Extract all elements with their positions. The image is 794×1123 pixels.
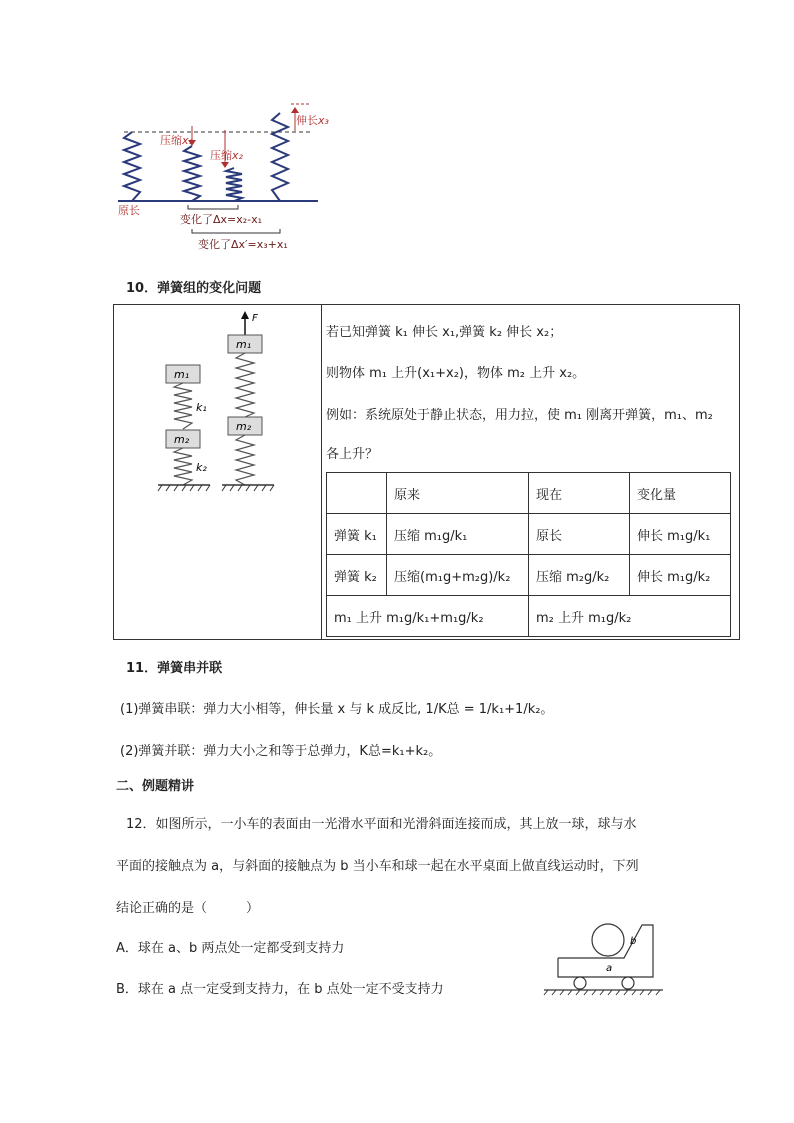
fig-m1-left: m₁ xyxy=(174,368,190,381)
table-footer-row xyxy=(327,596,731,637)
q12-line-3: 结论正确的是（ ） xyxy=(116,901,260,916)
fig-k1: k₁ xyxy=(196,401,207,414)
q12-line-1: 12．如图所示，一小车的表面由一光滑水平面和光滑斜面连接而成，其上放一球，球与水 xyxy=(126,817,637,832)
s10-line-4: 各上升？ xyxy=(326,447,379,462)
fig-m2-left: m₂ xyxy=(174,433,190,446)
label-change2: 变化了Δx′=x₃+x₁ xyxy=(198,238,288,251)
s11-line-2: (2)弹簧并联：弹力大小之和等于总弹力，K总=k₁+k₂。 xyxy=(120,744,442,759)
table-row xyxy=(327,555,731,596)
fig-point-a: a xyxy=(606,963,613,974)
table-cell: m₁ 上升 m₁g/k₁+m₁g/k₂ xyxy=(327,596,529,637)
fig-m2-right: m₂ xyxy=(236,420,252,433)
table-header-cell: 变化量 xyxy=(630,473,731,514)
spring-length-diagram xyxy=(110,98,340,258)
spring-system-figure xyxy=(154,307,319,497)
label-yuanchang: 原长 xyxy=(118,204,140,217)
q12-line-2: 平面的接触点为 a，与斜面的接触点为 b 当小车和球一起在水平桌面上做直线运动时，下列 xyxy=(116,859,639,874)
s10-line-1: 若已知弹簧 k₁ 伸长 x₁,弹簧 k₂ 伸长 x₂； xyxy=(326,325,563,340)
table-cell: m₂ 上升 m₁g/k₂ xyxy=(529,596,731,637)
svg-text:压缩x₁: 压缩x₁ xyxy=(160,134,193,147)
svg-text:压缩x₂: 压缩x₂ xyxy=(210,149,243,162)
s10-line-2: 则物体 m₁ 上升(x₁+x₂)，物体 m₂ 上升 x₂。 xyxy=(326,366,586,381)
table-row xyxy=(327,514,731,555)
table-cell: 压缩(m₁g+m₂g)/k₂ xyxy=(387,555,529,596)
q12-option-a: A．球在 a、b 两点处一定都受到支持力 xyxy=(116,941,345,956)
cart-ball-figure xyxy=(542,920,667,998)
fig-m1-right: m₁ xyxy=(236,338,252,351)
table-cell: 压缩 m₁g/k₁ xyxy=(387,514,529,555)
table-cell: 弹簧 k₁ xyxy=(327,514,387,555)
table-cell: 伸长 m₁g/k₁ xyxy=(630,514,731,555)
table-cell: 原长 xyxy=(529,514,630,555)
table-cell: 伸长 m₁g/k₂ xyxy=(630,555,731,596)
spring-change-table xyxy=(326,472,731,637)
s10-line-3: 例如：系统原处于静止状态，用力拉，使 m₁ 刚离开弹簧，m₁、m₂ xyxy=(326,408,713,423)
fig-force-F: F xyxy=(252,313,258,324)
label-shenchang3: 伸长 xyxy=(296,114,318,127)
s11-line-1: (1)弹簧串联：弹力大小相等，伸长量 x 与 k 成反比, 1/K总 = 1/k₁+1/k₂。 xyxy=(120,702,554,717)
label-yasuo1: 压缩 xyxy=(160,134,182,147)
section-10-box xyxy=(113,304,740,640)
section-10-title: 10．弹簧组的变化问题 xyxy=(126,281,262,296)
box-divider xyxy=(321,305,322,639)
fig-point-b: b xyxy=(630,936,637,947)
table-header-row xyxy=(327,473,731,514)
svg-text:伸长x₃: 伸长x₃ xyxy=(296,114,329,127)
section-2-title: 二、例题精讲 xyxy=(116,779,195,794)
section-11-title: 11．弹簧串并联 xyxy=(126,661,223,676)
table-header-cell: 现在 xyxy=(529,473,630,514)
fig-k2: k₂ xyxy=(196,461,207,474)
label-yasuo2: 压缩 xyxy=(210,149,232,162)
table-header-cell: 原来 xyxy=(387,473,529,514)
table-header-cell xyxy=(327,473,387,514)
label-change1: 变化了Δx=x₂-x₁ xyxy=(180,213,263,226)
table-cell: 弹簧 k₂ xyxy=(327,555,387,596)
table-cell: 压缩 m₂g/k₂ xyxy=(529,555,630,596)
q12-option-b: B．球在 a 点一定受到支持力，在 b 点处一定不受支持力 xyxy=(116,982,444,997)
